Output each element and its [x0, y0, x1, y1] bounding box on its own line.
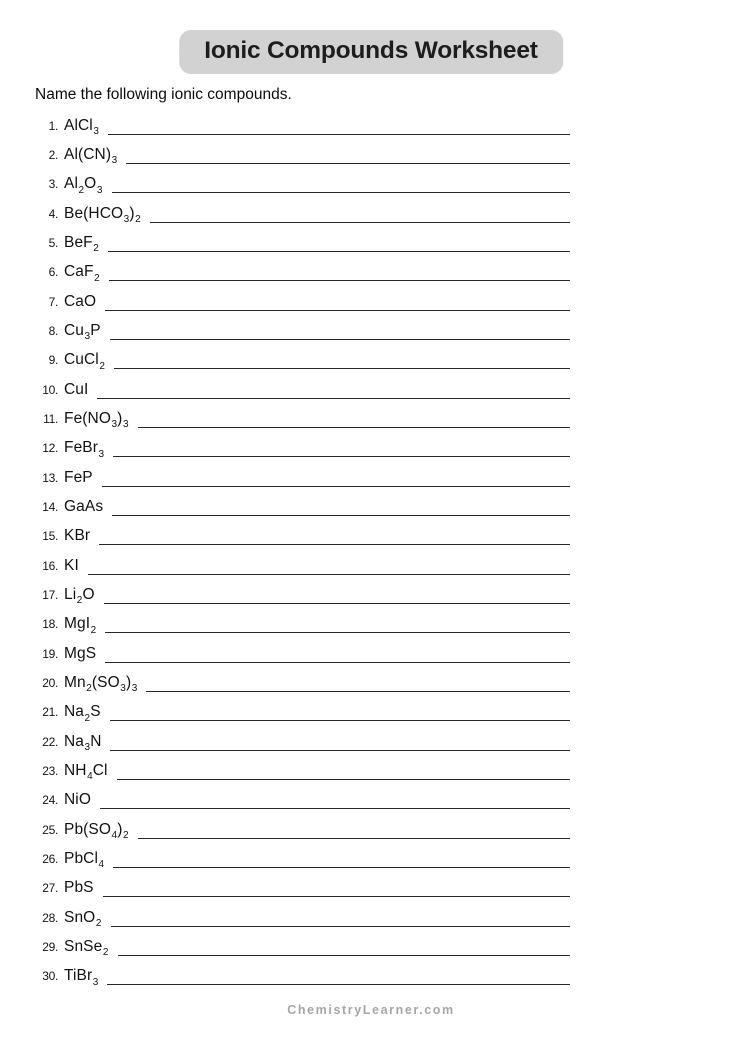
- answer-blank: [88, 574, 570, 575]
- worksheet-row: [35, 111, 570, 140]
- item-formula: MgS: [64, 644, 97, 662]
- compound-list: [35, 111, 570, 991]
- worksheet-row: [35, 170, 570, 199]
- worksheet-row: [35, 962, 570, 991]
- item-formula: KBr: [64, 527, 91, 545]
- item-formula: $NH_4Cl$: [64, 761, 108, 783]
- item-formula: PbS: [64, 879, 94, 897]
- answer-blank: [138, 427, 570, 428]
- item-formula: FeP: [64, 468, 93, 486]
- item-number: 17.: [42, 587, 58, 602]
- worksheet-row: [35, 727, 570, 756]
- answer-blank: [111, 926, 571, 927]
- item-formula: NiO: [64, 791, 91, 809]
- answer-blank: [105, 310, 570, 311]
- answer-blank: [110, 750, 570, 751]
- item-formula: $Be(HCO_3)_2$: [64, 204, 141, 226]
- answer-blank: [146, 691, 570, 692]
- item-formula: BeF$_2$: [64, 233, 99, 255]
- answer-blank: [150, 222, 570, 223]
- item-number: 9.: [48, 353, 58, 368]
- answer-blank: [112, 515, 570, 516]
- item-formula: PbCl$_4$: [64, 849, 105, 871]
- worksheet-row: [35, 199, 570, 228]
- item-formula: CuCl$_2$: [64, 351, 106, 372]
- worksheet-row: [35, 551, 570, 580]
- item-formula: $Pb(SO_4)_2$: [64, 820, 129, 842]
- worksheet-row: [35, 316, 570, 345]
- worksheet-row: [35, 903, 570, 932]
- item-number: 7.: [48, 294, 58, 309]
- worksheet-title: Ionic Compounds Worksheet: [204, 37, 538, 64]
- answer-blank: [100, 808, 570, 809]
- item-formula: KI: [64, 556, 79, 574]
- item-formula: $Fe(NO_3)_3$: [64, 409, 129, 431]
- item-number: 13.: [42, 470, 58, 485]
- item-number: 4.: [48, 206, 58, 221]
- item-formula: TiBr$_3$: [64, 967, 99, 988]
- item-number: 25.: [42, 822, 58, 837]
- item-formula: SnO$_2$: [64, 908, 102, 930]
- item-formula: CaO: [64, 292, 97, 310]
- item-formula: $Al_2O_3$: [64, 175, 103, 196]
- worksheet-row: [35, 228, 570, 257]
- item-number: 26.: [42, 851, 58, 866]
- answer-blank: [110, 339, 570, 340]
- answer-blank: [99, 544, 570, 545]
- item-number: 29.: [42, 939, 58, 954]
- item-number: 18.: [42, 617, 58, 632]
- footer-brand: ChemistryLearner.com: [287, 1003, 455, 1017]
- item-number: 24.: [42, 793, 58, 808]
- worksheet-row: [35, 375, 570, 404]
- worksheet-row: [35, 668, 570, 697]
- item-number: 19.: [42, 646, 58, 661]
- answer-blank: [112, 192, 571, 193]
- answer-blank: [126, 163, 570, 164]
- item-formula: $Na_3N$: [64, 732, 102, 754]
- worksheet-row: [35, 580, 570, 609]
- item-number: 27.: [42, 881, 58, 896]
- answer-blank: [107, 984, 570, 985]
- answer-blank: [97, 398, 570, 399]
- answer-blank: [113, 867, 570, 868]
- answer-blank: [110, 720, 570, 721]
- answer-blank: [114, 368, 570, 369]
- worksheet-row: [35, 140, 570, 169]
- item-number: 6.: [48, 265, 58, 280]
- worksheet-title-pill: [179, 30, 563, 74]
- worksheet-row: [35, 756, 570, 785]
- item-number: 23.: [42, 763, 58, 778]
- item-number: 20.: [42, 675, 58, 690]
- item-number: 8.: [48, 323, 58, 338]
- item-formula: SnSe$_2$: [64, 937, 109, 959]
- worksheet-row: [35, 287, 570, 316]
- answer-blank: [108, 134, 570, 135]
- item-formula: $Cu_3P$: [64, 321, 101, 343]
- worksheet-row: [35, 698, 570, 727]
- worksheet-row: [35, 874, 570, 903]
- item-number: 10.: [42, 382, 58, 397]
- item-number: 12.: [42, 441, 58, 456]
- worksheet-row: [35, 844, 570, 873]
- item-formula: $Mn_2(SO_3)_3$: [64, 673, 138, 695]
- worksheet-row: [35, 522, 570, 551]
- item-number: 28.: [42, 910, 58, 925]
- item-formula: AlCl$_3$: [64, 116, 99, 138]
- worksheet-row: [35, 786, 570, 815]
- item-formula: $Na_2S$: [64, 703, 101, 724]
- worksheet-row: [35, 404, 570, 433]
- answer-blank: [103, 896, 570, 897]
- worksheet-row: [35, 932, 570, 961]
- worksheet-row: [35, 492, 570, 521]
- item-formula: $Li_2O$: [64, 585, 95, 607]
- worksheet-row: [35, 639, 570, 668]
- answer-blank: [105, 632, 570, 633]
- item-number: 16.: [42, 558, 58, 573]
- item-number: 11.: [43, 411, 58, 426]
- answer-blank: [102, 486, 570, 487]
- worksheet-row: [35, 463, 570, 492]
- item-formula: $Al(CN)_3$: [64, 145, 118, 167]
- item-number: 30.: [42, 969, 58, 984]
- answer-blank: [109, 280, 570, 281]
- item-number: 21.: [42, 705, 58, 720]
- item-formula: GaAs: [64, 497, 104, 515]
- item-formula: MgI$_2$: [64, 615, 97, 636]
- answer-blank: [104, 603, 570, 604]
- answer-blank: [108, 251, 570, 252]
- answer-blank: [117, 779, 570, 780]
- answer-blank: [105, 662, 570, 663]
- answer-blank: [138, 838, 570, 839]
- item-number: 15.: [42, 529, 58, 544]
- item-number: 22.: [42, 734, 58, 749]
- worksheet-row: [35, 815, 570, 844]
- instruction-text: Name the following ionic compounds.: [35, 86, 292, 103]
- item-formula: FeBr$_3$: [64, 439, 105, 460]
- worksheet-row: [35, 258, 570, 287]
- item-formula: CaF$_2$: [64, 263, 100, 284]
- item-number: 5.: [48, 235, 58, 250]
- answer-blank: [113, 456, 570, 457]
- item-number: 2.: [48, 147, 58, 162]
- item-number: 14.: [42, 499, 58, 514]
- worksheet-row: [35, 610, 570, 639]
- worksheet-row: [35, 346, 570, 375]
- item-number: 1.: [48, 118, 58, 133]
- item-formula: CuI: [64, 380, 89, 398]
- worksheet-row: [35, 434, 570, 463]
- item-number: 3.: [48, 177, 58, 192]
- answer-blank: [118, 955, 571, 956]
